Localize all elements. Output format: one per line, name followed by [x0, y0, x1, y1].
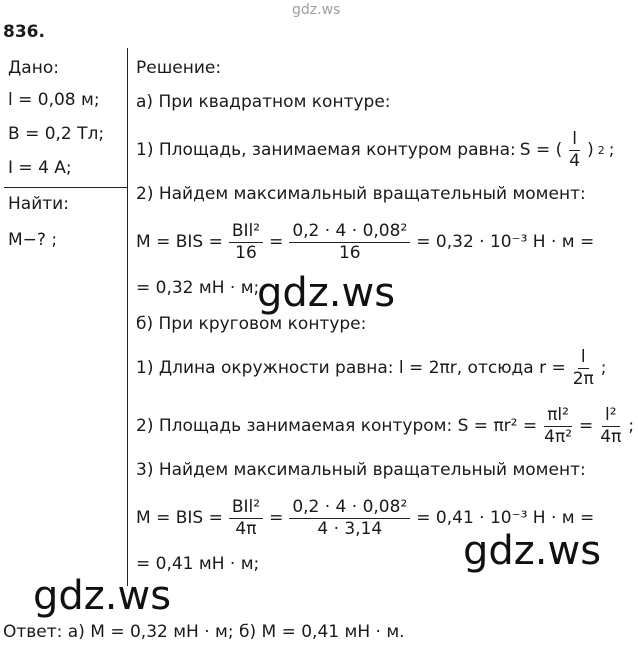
- b3-result: = 0,41 мН · м;: [136, 554, 260, 574]
- b2-f1-den: 4π²: [544, 426, 573, 447]
- b3-eq: =: [269, 508, 284, 528]
- b2-f2-den: 4π: [600, 426, 622, 447]
- watermark-1: gdz.ws: [257, 270, 396, 316]
- b3-f1-den: 4π: [235, 518, 257, 539]
- b2-fraction-2: [597, 405, 624, 447]
- b3-f2-den: 4 · 3,14: [317, 518, 383, 539]
- solution-title: Решение:: [136, 58, 222, 78]
- b3-fraction-1: [229, 497, 263, 539]
- a2-eq: =: [269, 232, 284, 252]
- b2-eq: =: [579, 416, 594, 436]
- a2-f2-num: 0,2 · 4 · 0,08²: [289, 221, 410, 242]
- b1-num: l: [578, 347, 589, 368]
- a1-formula-right: ): [587, 140, 594, 160]
- b2-end: ;: [628, 416, 635, 436]
- b1-text: 1) Длина окружности равна: l = 2πr, отсюда r =: [136, 358, 566, 378]
- a2-f1-den: 16: [235, 242, 257, 263]
- b1-den: 2π: [572, 368, 594, 389]
- given-title: Дано:: [8, 58, 59, 78]
- b3-fraction-2: [289, 497, 410, 539]
- b3-left: M = BIS =: [136, 508, 223, 528]
- a1-num: l: [569, 129, 580, 150]
- a2-left: M = BIS =: [136, 232, 223, 252]
- part-a-title: а) При квадратном контуре:: [136, 92, 391, 112]
- b2-line: [136, 402, 634, 450]
- b2-fraction-1: [541, 405, 575, 447]
- b1-line: [136, 344, 607, 392]
- a1-den: 4: [569, 150, 581, 171]
- a2-fraction-2: [289, 221, 410, 263]
- find-M: M−? ;: [8, 230, 58, 250]
- given-B: B = 0,2 Тл;: [8, 124, 105, 144]
- a2-result: = 0,32 мН · м;: [136, 278, 260, 298]
- a2-f2-den: 16: [338, 242, 361, 263]
- given-l: l = 0,08 м;: [8, 90, 100, 110]
- answer: Ответ: а) M = 0,32 мН · м; б) M = 0,41 мН · м.: [3, 622, 405, 642]
- find-title: Найти:: [8, 194, 69, 214]
- b2-text: 2) Площадь занимаемая контуром: S = πr² =: [136, 416, 538, 436]
- a1-fraction: [566, 129, 583, 171]
- b1-end: ;: [600, 358, 607, 378]
- b2-f1-num: πl²: [544, 405, 572, 426]
- divider-horizontal: [4, 187, 128, 188]
- b3-f2-num: 0,2 · 4 · 0,08²: [289, 497, 410, 518]
- a2-right: = 0,32 · 10⁻³ Н · м =: [416, 232, 595, 252]
- b1-fraction: [570, 347, 597, 389]
- a2-text: 2) Найдем максимальный вращательный момент:: [136, 184, 586, 204]
- b3-f1-num: BIl²: [229, 497, 263, 518]
- a2-f1-num: BIl²: [229, 221, 263, 242]
- a1-sup: 2: [597, 143, 605, 157]
- watermark-2: gdz.ws: [463, 528, 602, 574]
- watermark-top: gdz.ws: [292, 2, 341, 18]
- problem-number: 836.: [3, 22, 45, 42]
- b3-text: 3) Найдем максимальный вращательный момент:: [136, 460, 586, 480]
- given-I: I = 4 A;: [8, 158, 72, 178]
- a2-fraction-1: [229, 221, 263, 263]
- a1-formula-left: S = (: [519, 140, 563, 160]
- divider-vertical: [127, 48, 128, 586]
- b3-right: = 0,41 · 10⁻³ Н · м =: [416, 508, 595, 528]
- b2-f2-num: l²: [602, 405, 620, 426]
- part-b-title: б) При круговом контуре:: [136, 314, 367, 334]
- watermark-3: gdz.ws: [33, 573, 172, 619]
- a2-formula: [136, 218, 594, 266]
- a1-line: [136, 128, 614, 172]
- a1-text: 1) Площадь, занимаемая контуром равна:: [136, 140, 516, 160]
- a1-end: ;: [608, 140, 615, 160]
